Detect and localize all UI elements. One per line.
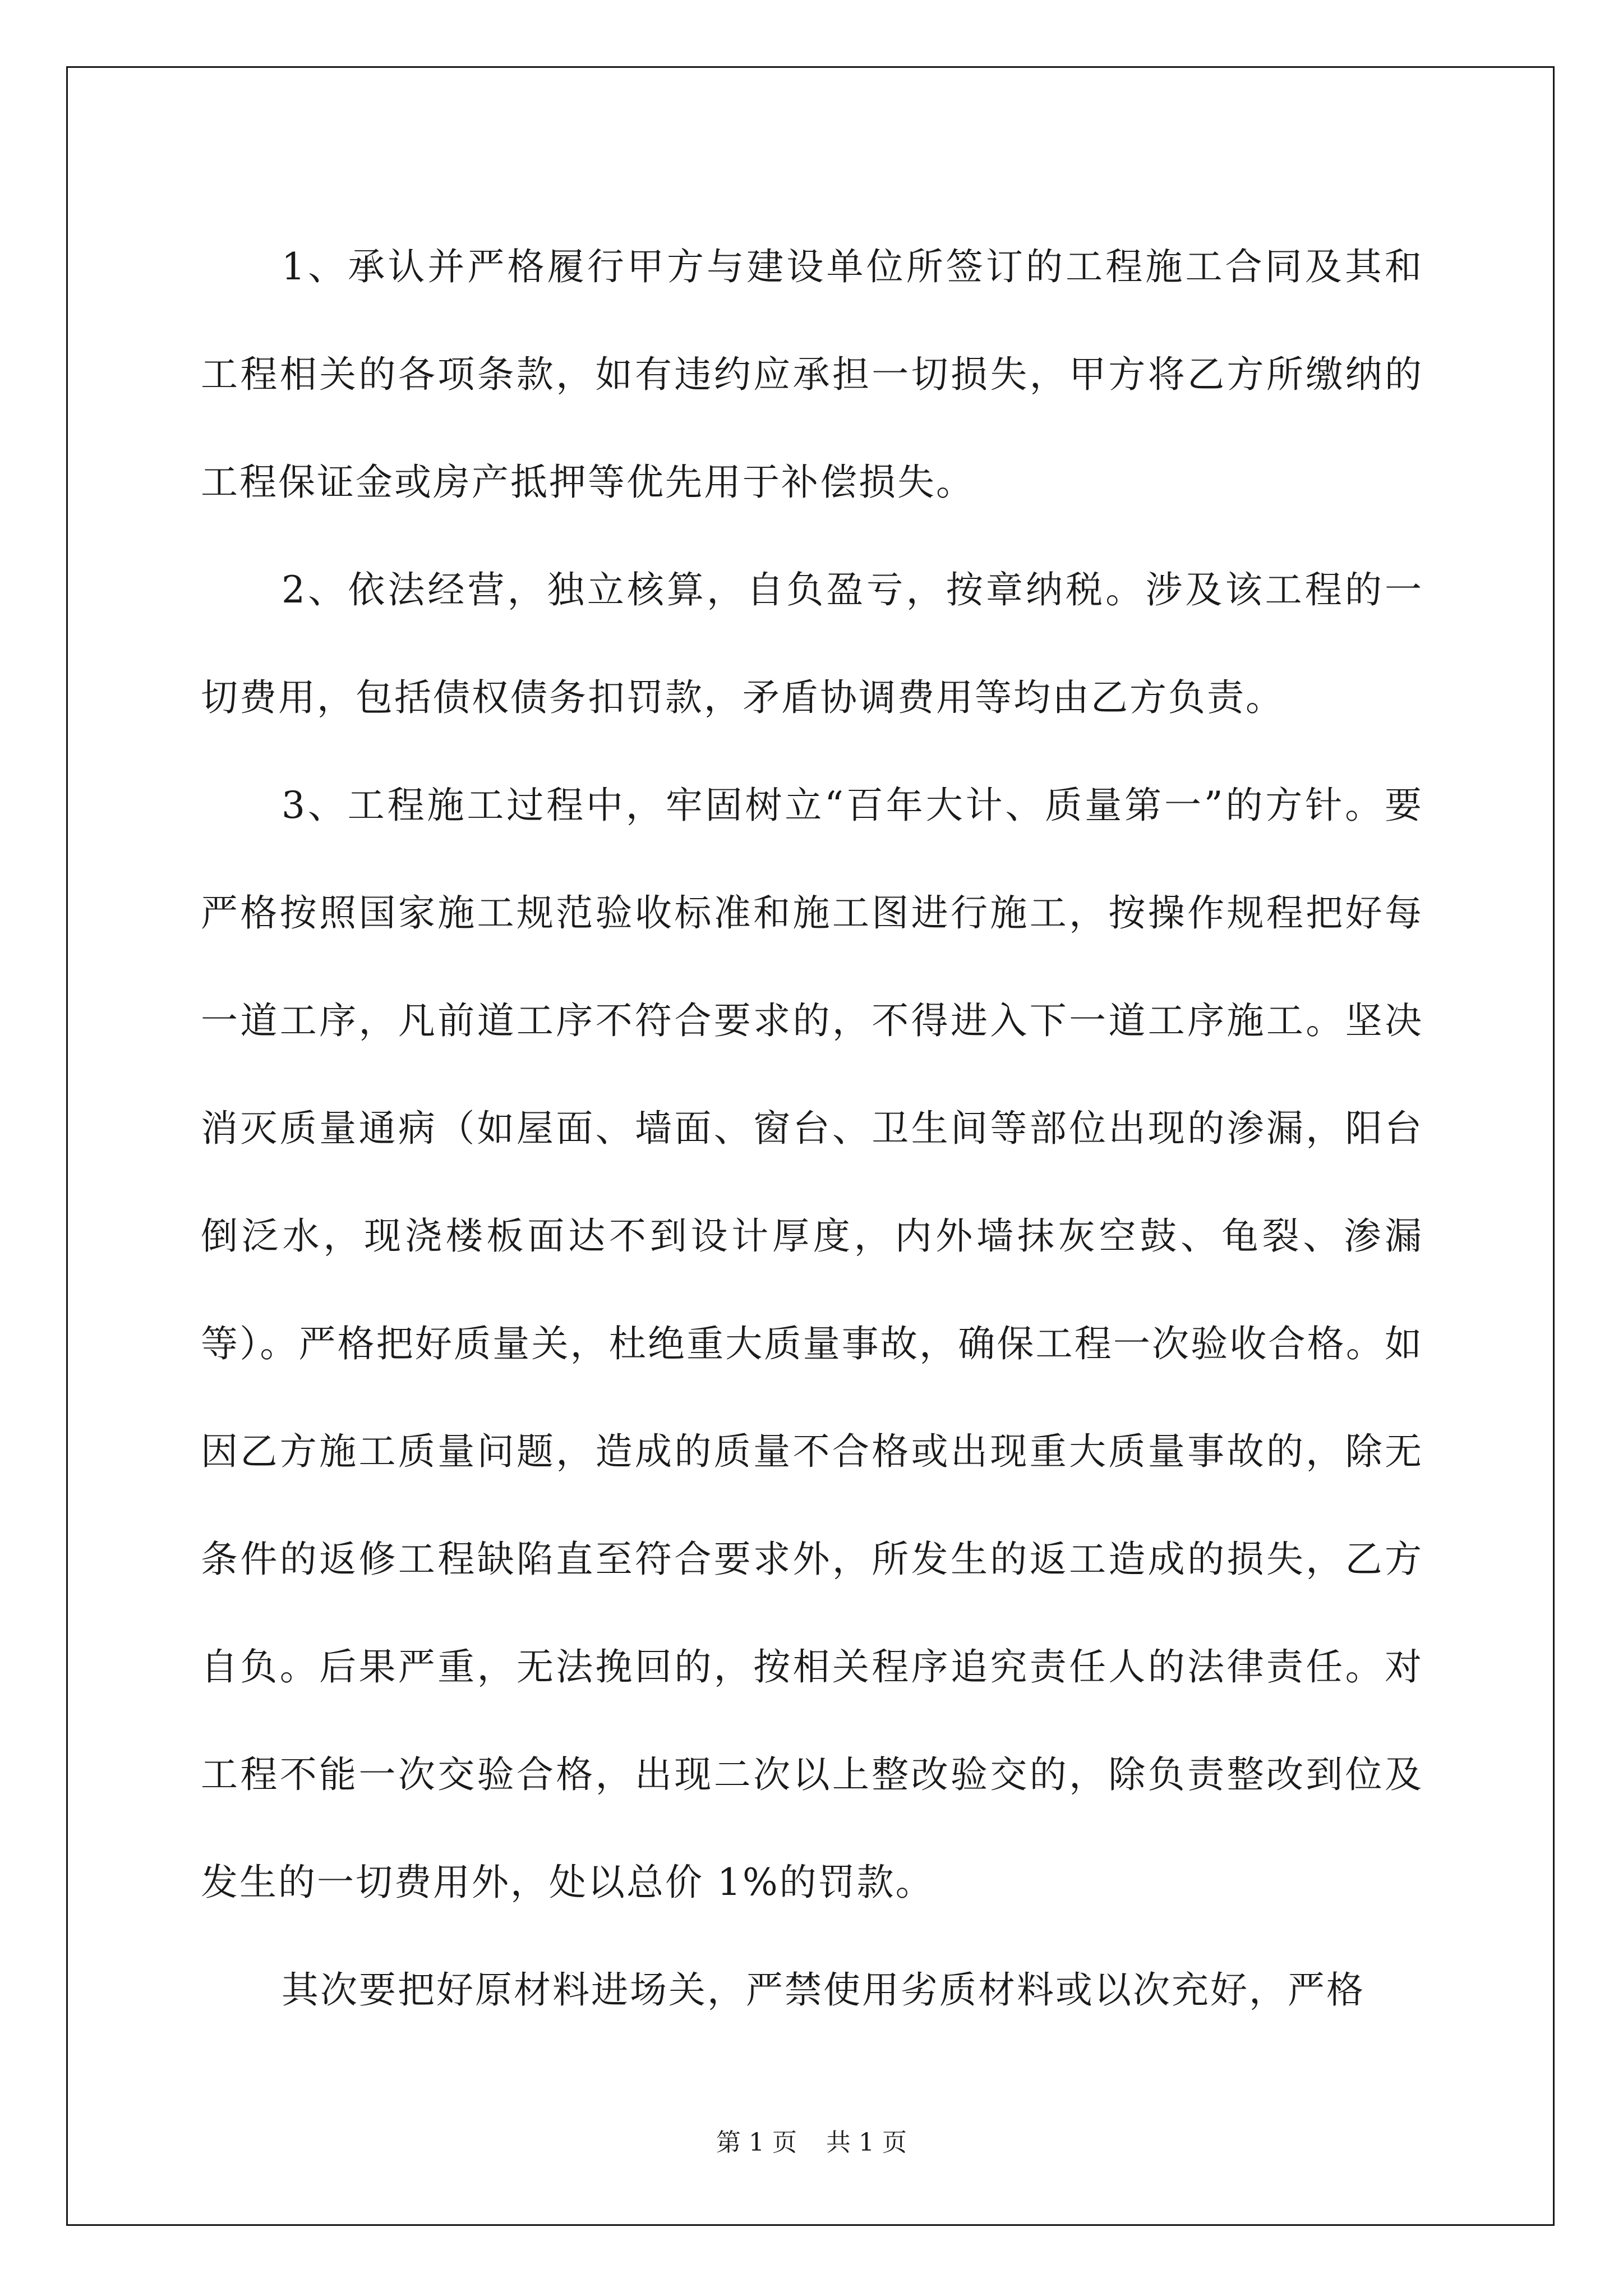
document-body <box>201 213 1423 2044</box>
paragraph-clause-1: 1、承认并严格履行甲方与建设单位所签订的工程施工合同及其和工程相关的各项条款，如有违约应承担一切损失，甲方将乙方所缴纳的工程保证金或房产抵押等优先用于补偿损失。 <box>201 245 1423 504</box>
paragraph-clause-3: 3、工程施工过程中，牢固树立“百年大计、质量第一”的方针。要严格按照国家施工规范验收标准和施工图进行施工，按操作规程把好每一道工序，凡前道工序不符合要求的，不得进入下一道工序施工。坚决消灭质量通病（如屋面、墙面、窗台、卫生间等部位出现的渗漏，阳台倒泛水，现浇楼板面达不到设计厚度，内外墙抹灰空鼓、龟裂、渗漏等）。严格把好质量关，杜绝重大质量事故，确保工程一次验收合格。如因乙方施工质量问题，造成的质量不合格或出现重大质量事故的，除无条件的返修工程缺陷直至符合要求外，所发生的返工造成的损失，乙方自负。后果严重，无法挽回的，按相关程序追究责任人的法律责任。对工程不能一次交验合格，出现二次以上整改验交的，除负责整改到位及发生的一切费用外，处以总价 1%的罚款。 <box>201 784 1423 1904</box>
paragraph-materials: 其次要把好原材料进场关，严禁使用劣质材料或以次充好，严格 <box>282 1968 1365 2012</box>
page-total: 共 1 页 <box>826 2128 907 2157</box>
page-number: 第 1 页 <box>716 2128 797 2157</box>
page-footer <box>0 2126 1623 2160</box>
paragraph-clause-2: 2、依法经营，独立核算，自负盈亏，按章纳税。涉及该工程的一切费用，包括债权债务扣罚款，矛盾协调费用等均由乙方负责。 <box>201 568 1423 719</box>
